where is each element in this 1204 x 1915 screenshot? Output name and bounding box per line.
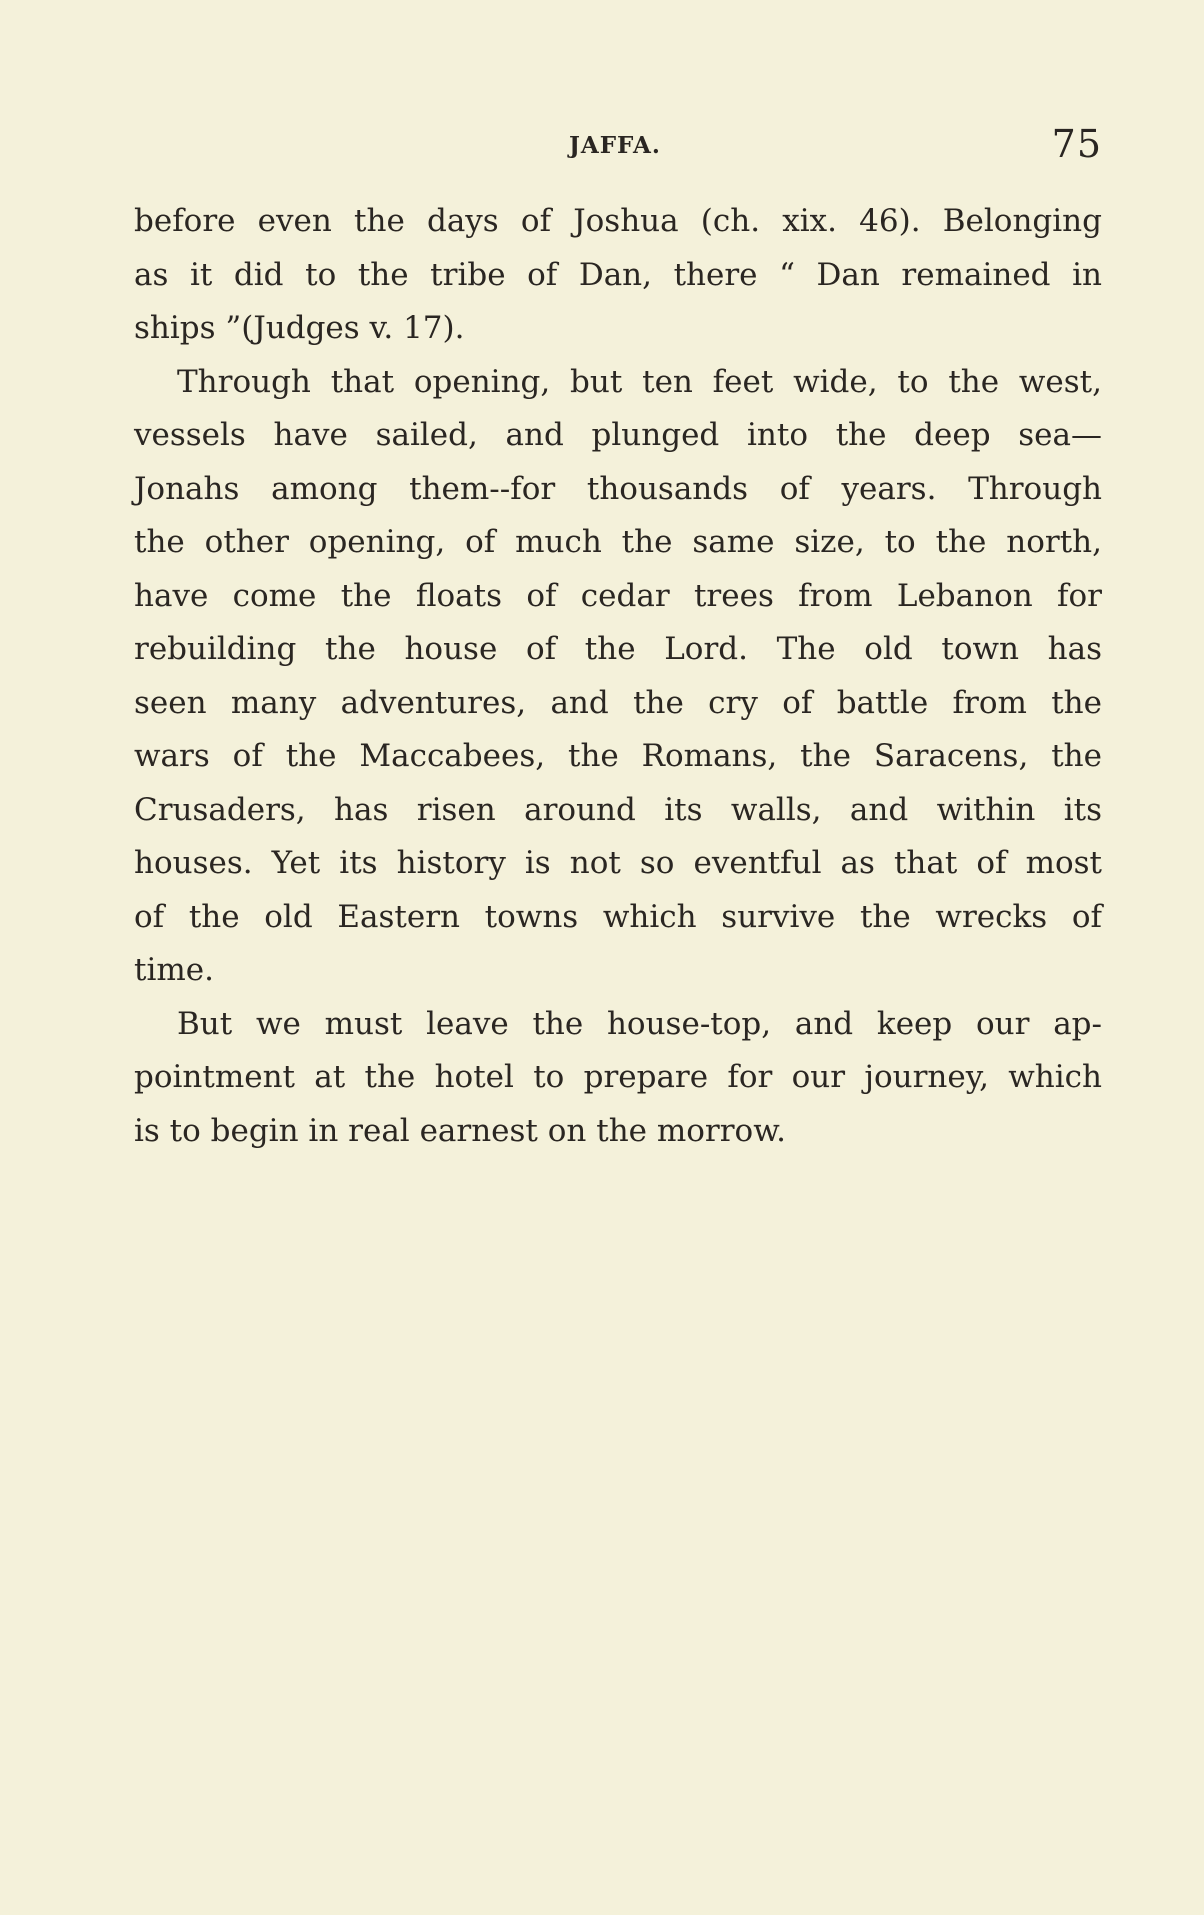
text-line: rebuilding the house of the Lord. The old town has — [134, 631, 1102, 667]
text-line: houses. Yet its history is not so eventful as that of most — [134, 845, 1102, 881]
running-head — [134, 122, 1102, 172]
text-line: Crusaders, has risen around its walls, and within its — [134, 791, 1102, 828]
text-line: wars of the Maccabees, the Romans, the Saracens, the — [134, 738, 1102, 774]
text-line: before even the days of Joshua (ch. xix. 46). Belonging — [134, 203, 1102, 239]
text-line: But we must leave the house-top, and keep our ap- — [177, 1005, 1102, 1042]
text-line: Through that opening, but ten feet wide, to the west, — [177, 363, 1102, 400]
text-line: is to begin in real earnest on the morrow. — [134, 1112, 786, 1149]
text-line: the other opening, of much the same size, to the north, — [134, 524, 1102, 560]
text-line: of the old Eastern towns which survive the wrecks of — [134, 898, 1102, 935]
text-line: vessels have sailed, and plunged into the deep sea— — [134, 417, 1102, 453]
paragraph-2 — [134, 356, 1102, 998]
text-line: time. — [134, 952, 214, 988]
text-line: as it did to the tribe of Dan, there “ Dan remained in — [134, 256, 1102, 293]
text-line: ships ”(Judges v. 17). — [134, 310, 465, 346]
paragraph-1 — [134, 195, 1102, 356]
text-line: seen many adventures, and the cry of battle from the — [134, 684, 1102, 721]
paragraph-3 — [134, 998, 1102, 1159]
text-line: Jonahs among them--for thousands of years. Through — [134, 470, 1102, 507]
running-title: JAFFA. — [569, 132, 661, 159]
text-line: pointment at the hotel to prepare for our journey, which — [134, 1059, 1102, 1095]
text-line: have come the floats of cedar trees from Lebanon for — [134, 577, 1102, 614]
page-number: 75 — [1051, 122, 1102, 166]
body-text — [134, 195, 1102, 1158]
